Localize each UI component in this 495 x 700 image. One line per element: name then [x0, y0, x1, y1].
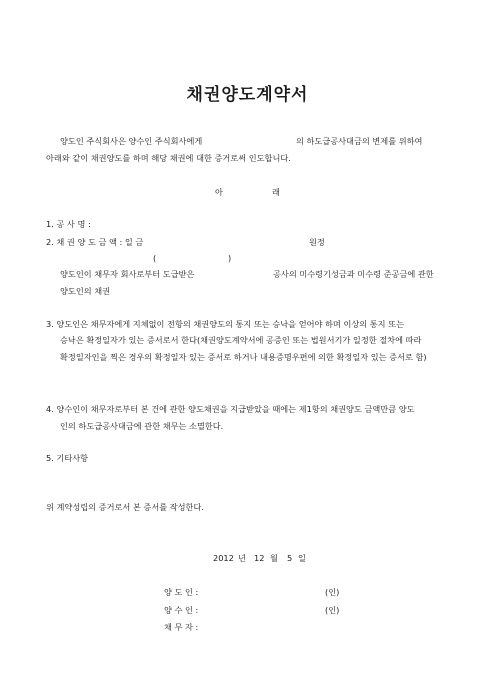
item4-line1: 4. 양수인이 채무자로부터 본 건에 관한 양도채권을 지급받았을 때에는 제1항의 채권양도 금액만큼 양도	[46, 404, 415, 414]
intro-line2: 아래와 같이 채권양도를 하며 해당 채권에 대한 증거로써 인도합니다.	[46, 153, 291, 163]
date-day: 5	[287, 553, 293, 563]
item2-desc-part2: 공사의 미수령기성금과 미수령 준공금에 관한	[273, 269, 434, 279]
signature-debtor-label: 채 무 자 :	[164, 622, 199, 632]
below-heading-b: 래	[272, 187, 280, 197]
item2-desc-part1: 양도인이 채무자 회사로부터 도급받은	[60, 269, 195, 279]
intro-line1-part1: 양도인 주식회사은 양수인 주식회사에게	[60, 136, 203, 146]
signature-assignee-seal: (인)	[325, 605, 340, 615]
intro-line1-part2: 의 하도급공사대금의 변제를 위하여	[296, 136, 423, 146]
item4-line2: 인의 하도급공사대금에 관한 채무는 소멸한다.	[60, 421, 224, 431]
item2-desc-line2: 양도인의 채권	[60, 286, 111, 296]
date-year: 2012	[213, 553, 234, 563]
item1-project-name: 1. 공 사 명 :	[46, 219, 91, 229]
date-month-suffix: 월	[270, 553, 278, 563]
date-year-suffix: 년	[238, 553, 246, 563]
closing-statement: 위 계약성립의 증거로서 본 증서를 작성한다.	[46, 502, 204, 512]
item3-line2: 승낙은 확정일자가 있는 증서로서 한다(채권양도계약서에 공증인 또는 법원서기가 일정한 절차에 따라	[60, 335, 422, 345]
item5-other: 5. 기타사항	[46, 453, 89, 463]
date-day-suffix: 일	[298, 553, 306, 563]
signature-assignor-label: 양 도 인 :	[164, 587, 199, 597]
item3-line3: 확정일자인을 찍은 경우의 확정일자 있는 증서로 하거나 내용증명우편에 의한 확정일자 있는 증서로 함)	[60, 352, 427, 362]
below-heading-a: 아	[215, 187, 223, 197]
item2-amount-label: 2. 채 권 양 도 금 액 : 일 금	[46, 237, 144, 247]
document-title: 채권양도계약서	[186, 85, 309, 105]
item2-won-label: 원정	[309, 237, 325, 247]
item2-paren-open: (	[153, 253, 157, 263]
signature-assignor-seal: (인)	[325, 587, 340, 597]
signature-assignee-label: 양 수 인 :	[164, 605, 199, 615]
item2-paren-close: )	[228, 253, 232, 263]
date-month: 12	[254, 553, 265, 563]
item3-line1: 3. 양도인은 채무자에게 지체없이 전항의 채권양도의 통지 또는 승낙을 얻어야 하며 이상의 통지 또는	[46, 319, 405, 329]
